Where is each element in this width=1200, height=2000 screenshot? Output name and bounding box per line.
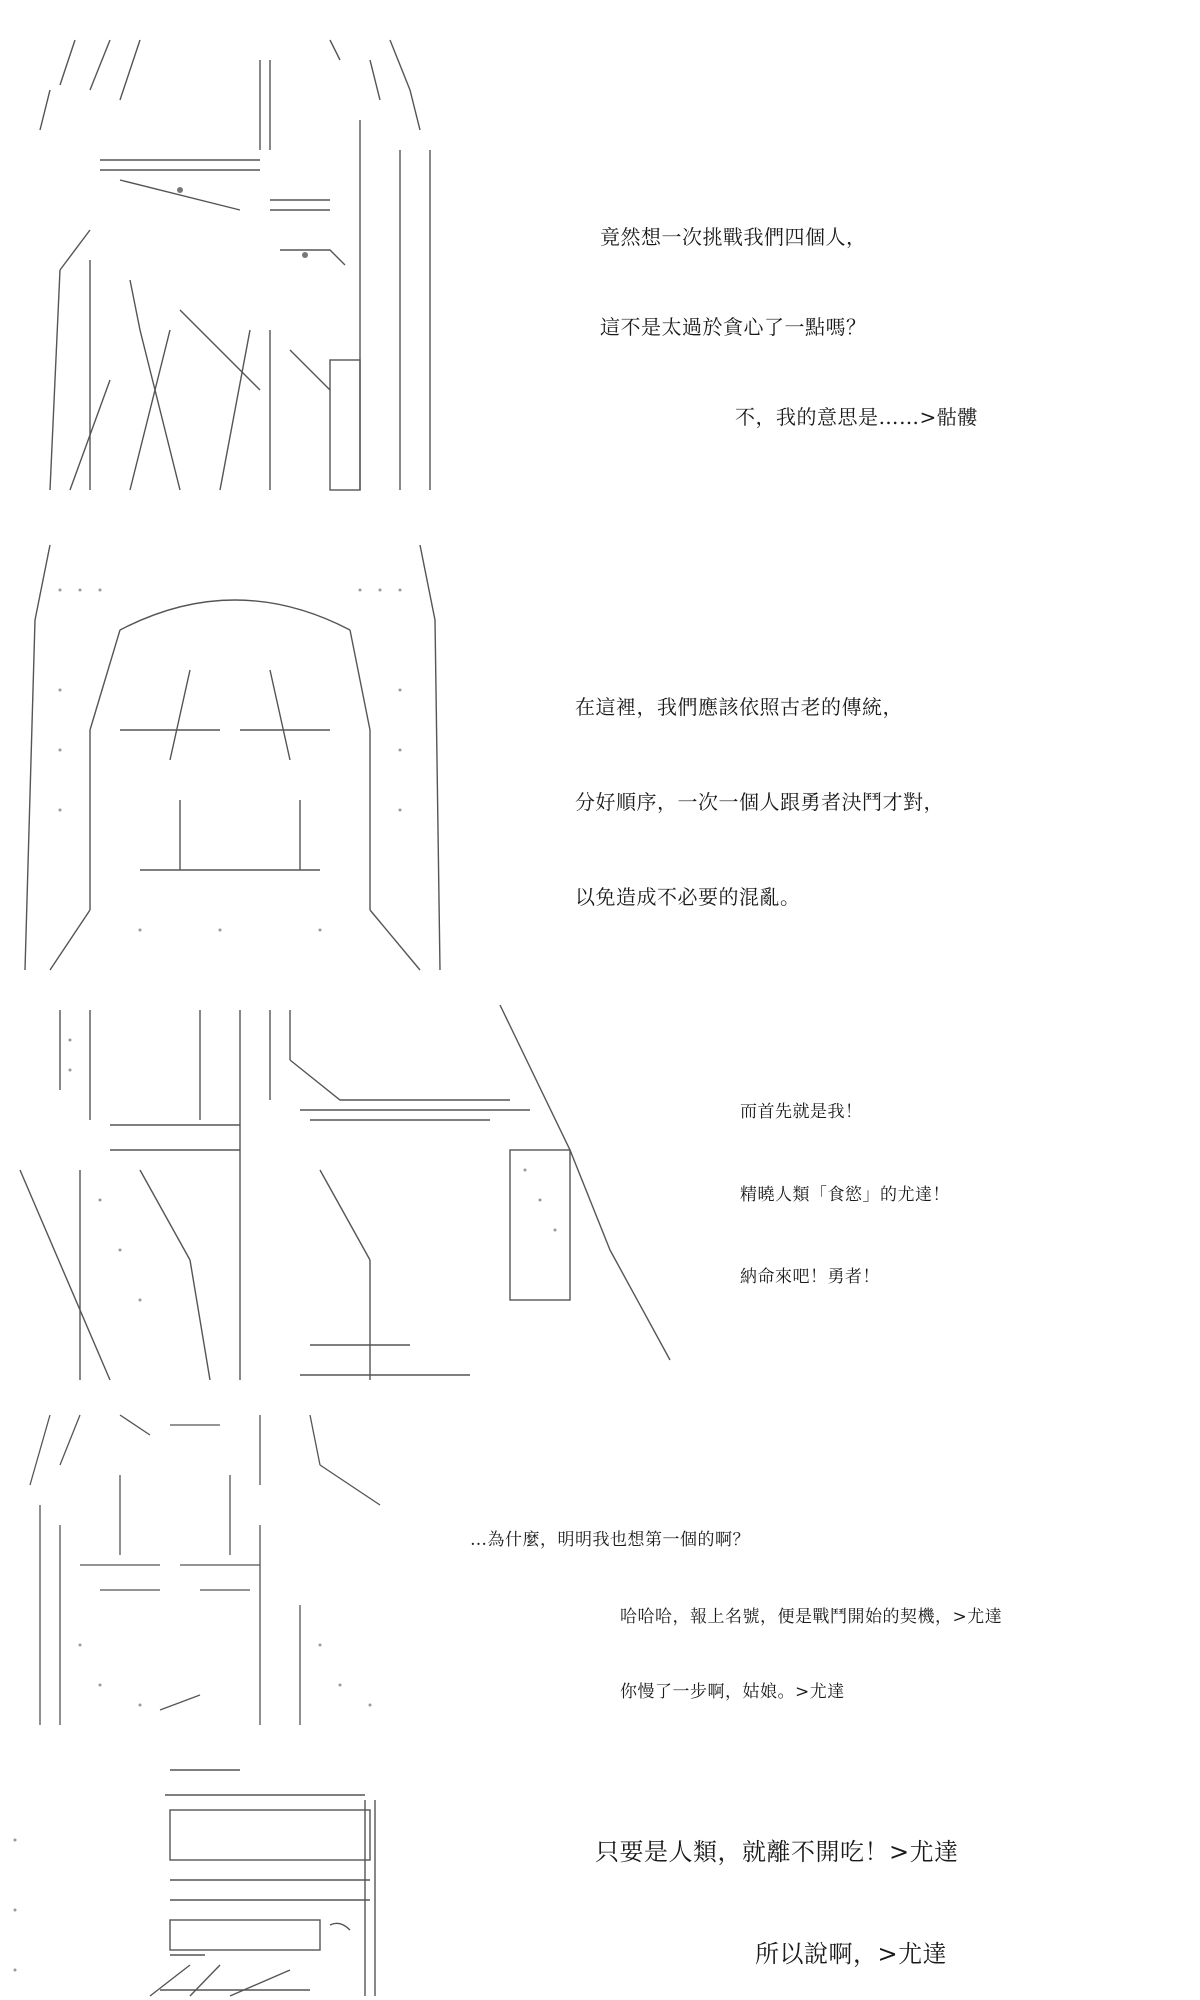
- dialogue-line: 納命來吧！勇者！: [740, 1267, 880, 1287]
- ascii-art-girl-portrait: [20, 1405, 400, 1735]
- dialogue-line: 以免造成不必要的混亂。: [575, 885, 801, 909]
- panel-1: [0, 0, 1200, 500]
- dialogue-line: 竟然想一次挑戰我們四個人，: [600, 225, 867, 249]
- dialogue-line: 你慢了一步啊，姑娘。>尤達: [620, 1682, 845, 1702]
- dialogue-line: 不，我的意思是……>骷髏: [735, 405, 978, 429]
- dialogue-line: 精曉人類「食慾」的尤達！: [740, 1185, 950, 1205]
- dialogue-line: …為什麼，明明我也想第一個的啊？: [470, 1530, 750, 1550]
- panel-5: [0, 1755, 1200, 2000]
- panel-4: [0, 1400, 1200, 1740]
- ascii-art-stacked-figure: [10, 1760, 390, 1998]
- dialogue-line: 而首先就是我！: [740, 1102, 863, 1122]
- panel-2: [0, 520, 1200, 990]
- ascii-art-armored-figure: [10, 1000, 690, 1385]
- dialogue-line: 只要是人類，就離不開吃！>尤達: [595, 1838, 959, 1866]
- ascii-art-hooded-figure: [20, 530, 450, 980]
- dialogue-line: 在這裡，我們應該依照古老的傳統，: [575, 695, 903, 719]
- dialogue-line: 分好順序，一次一個人跟勇者決鬥才對，: [575, 790, 944, 814]
- dialogue-line: 哈哈哈，報上名號，便是戰鬥開始的契機，>尤達: [620, 1607, 1003, 1627]
- dialogue-line: 這不是太過於貪心了一點嗎？: [600, 315, 867, 339]
- dialogue-line: 所以說啊，>尤達: [755, 1940, 948, 1968]
- panel-3: [0, 1000, 1200, 1390]
- ascii-art-skeleton-knight: [30, 30, 510, 500]
